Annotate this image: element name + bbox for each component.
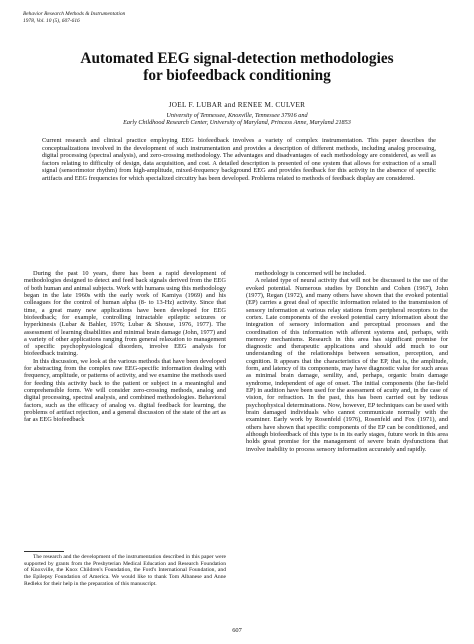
body-paragraph: A related type of neural activity that will not be discussed is the use of the evoked potential. Numerous studies by Donchin and Cohen (1967), John (1977), Regan (1972), and many others have shown that the evoked potential (EP) carries a great deal of specific information related to the transmission of sensory information at various relay stations from peripheral receptors to the cortex. Late components of the evoked potential carry information about the integration of sensory information and perceptual processes and the coordination of this information with afferent systems and, perhaps, with memory mechanisms. Research in this area has significant promise for diagnostic and therapeutic applications and should add much to our understanding of the relationships between sensation, perception, and cognition. It appears that the characteristics of the EP, that is, the amplitude, form, and latency of its components, may have diagnostic value for such areas as minimal brain damage, senility, and, perhaps, organic brain damage syndrome, independent of age of onset. The initial components (the far-field EP) in audition have been used for the assessment of acuity and, in the case of vision, for refraction. In the past, this has been carried out by tedious psychophysical determinations. Now, however, EP techniques can be used with brain damaged individuals who cannot communicate normally with the examiner. Early work by Rosenfeld (1976), Rosenfeld and Fox (1971), and others have shown that specific components of the EP can be conditioned, and although biofeedback of this type is in its early stages, future work in this area holds great promise for the management of severe brain dysfunctions that involve inability to process sensory information accurately and rapidly. bbox=[246, 277, 448, 453]
footnote: The research and the development of the instrumentation described in this paper were supported by grants from the Presbyterian Medical Education and Research Foundation of Knoxville, the Knox Children's Foundation, the Ford's International Foundation, and the Epilepsy Foundation of America. We would like to thank Tom Albanese and Anne Redleks for their help in the preparation of this manuscript. bbox=[24, 554, 226, 587]
body-right-column bbox=[246, 270, 448, 453]
title-line-2: for biofeedback conditioning bbox=[143, 67, 331, 84]
page-number: 607 bbox=[232, 627, 242, 634]
journal-name: Behavior Research Methods & Instrumentation bbox=[23, 11, 126, 17]
author-names: JOEL F. LUBAR and RENEE M. CULVER bbox=[168, 101, 306, 109]
title-line-1: Automated EEG signal-detection methodologies bbox=[80, 50, 394, 67]
affiliation-line-2: Early Childhood Research Center, University of Maryland, Princess Anne, Maryland 21853 bbox=[123, 119, 351, 127]
body-paragraph: During the past 10 years, there has been a rapid development of methodologies designed to detect and feed back signals derived from the EEG of both human and animal subjects. Work with humans using this methodology began in the late 1960s with the early work of Kamiya (1969) and his colleagues for the control of human alpha (8- to 13-Hz) activity. Since that time, a great many new applications have been developed for EEG biofeedback; for example, controlling intractable epileptic seizures or hyperkinesis (Lubar & Bahler, 1976; Lubar & Shouse, 1976, 1977). The assessment of learning disabilities and minimal brain damage (John, 1977) and a variety of other applications ranging from general relaxation to management of specific psychophysiological disorders, involve EEG analysis for biofeedback training. bbox=[24, 270, 226, 358]
author-affiliations bbox=[0, 112, 474, 127]
journal-citation: 1978, Vol. 10 (5), 607-616 bbox=[23, 17, 80, 24]
body-paragraph: In this discussion, we look at the various methods that have been developed for abstracting from the complex raw EEG-specific information dealing with frequency, amplitude, or patterns of activity, and we examine the methods used for feeding this activity back to the patient or subject in a meaningful and comprehensible form. We will consider zero-crossing methods, analog and digital processing, spectral analysis, and combined methodologies. Behavioral factors, such as the efficacy of analog vs. digital feedback for learning, the problems of artifact rejection, and a general discussion of the state of the art as far as EEG biofeedback bbox=[24, 357, 226, 424]
abstract: Current research and clinical practice employing EEG biofeedback involves a variety of complex instrumentation. This paper describes the conceptualizations involved in the development of such instrumentation and provides a description of different methods, including analog processing, digital processing (spectral analysis), and zero-crossing methodology. The advantages and disadvantages of each methodology are considered, as well as factors relating to difficulty of design, data acquisition, and cost. A detailed description is presented of one system that allows for extraction of a small signal (sensorimotor rhythm) from high-amplitude, mixed-frequency background EEG and provides feedback for this activity in the absence of specific artifacts and EEG frequencies for which specialized circuitry has been developed. Problems related to methods of feedback display are considered. bbox=[42, 137, 436, 182]
journal-header bbox=[23, 11, 125, 24]
article-title bbox=[0, 50, 474, 84]
body-left-column bbox=[24, 270, 226, 424]
footnote-divider bbox=[24, 551, 64, 552]
affiliation-line-1: University of Tennessee, Knoxville, Tennessee 37916 and bbox=[166, 112, 308, 119]
body-paragraph: methodology is concerned will be included. bbox=[255, 270, 366, 277]
